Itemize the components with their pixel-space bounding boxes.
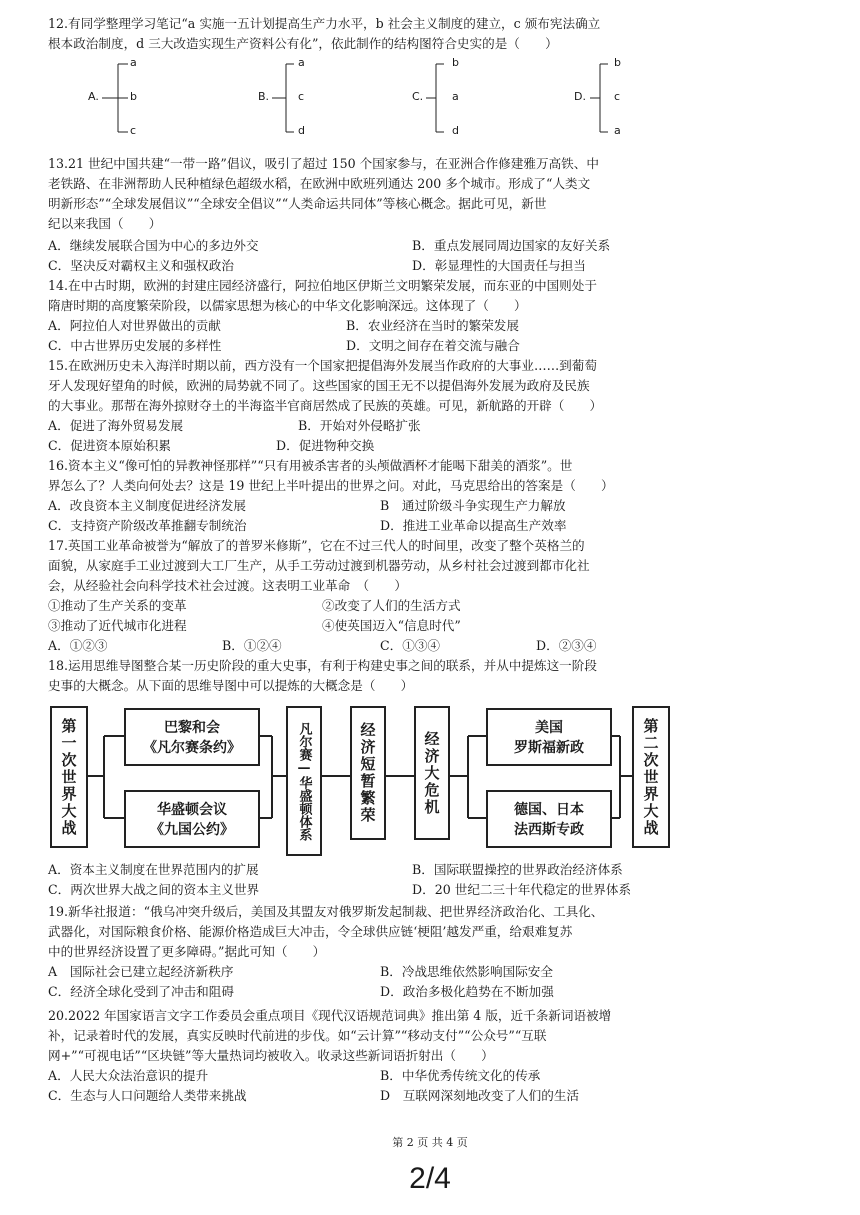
mindmap-paris-conference <box>124 708 260 766</box>
q20-line3: 网+”“可视电话”“区块链”等大量热词均被收入。收录这些新词语折射出（ ） <box>48 1048 494 1063</box>
q14-option-d: D．文明之间存在着交流与融合 <box>346 338 520 353</box>
q12-stem-line2: 根本政治制度，d 三大改造实现生产资料公有化”，依此制作的结构图符合史实的是（ ） <box>48 36 558 51</box>
diagram-item: d <box>298 124 305 137</box>
page-number: 2/4 <box>409 1162 451 1195</box>
q18-line2: 史事的大概念。从下面的思维导图中可以提炼的大概念是（ ） <box>48 678 414 693</box>
diagram-label: C. <box>412 90 424 103</box>
q20-option-b: B．中华优秀传统文化的传承 <box>380 1068 541 1083</box>
q17-line2: 面貌，从家庭手工业过渡到大工厂生产，从手工劳动过渡到机器劳动，从乡村社会过渡到都市化社 <box>48 558 590 573</box>
q14-option-a: A．阿拉伯人对世界做出的贡献 <box>48 318 221 333</box>
mindmap-us-new-deal <box>486 708 612 766</box>
q13-line4: 纪以来我国（ ） <box>48 216 162 231</box>
diagram-item: a <box>298 56 305 69</box>
q15-option-b: B．开始对外侵略扩张 <box>298 418 421 433</box>
mindmap-fascism-rule: 法西斯专政 <box>514 822 584 838</box>
q19-option-a: A 国际社会已建立起经济新秩序 <box>48 964 234 979</box>
diagram-item: a <box>130 56 137 69</box>
q18-option-b: B．国际联盟操控的世界政治经济体系 <box>412 862 623 877</box>
q17-statement-1: ①推动了生产关系的变革 <box>48 598 187 613</box>
q19-option-d: D．政治多极化趋势在不断加强 <box>380 984 554 999</box>
q18-line1: 18.运用思维导图整合某一历史阶段的重大史事，有利于构建史事之间的联系，并从中提炼这一阶段 <box>48 658 597 673</box>
diagram-item: c <box>298 90 305 103</box>
mindmap-washington-title: 华盛顿会议 <box>157 802 227 818</box>
q15-option-d: D．促进物种交换 <box>276 438 375 453</box>
diagram-label: D. <box>574 90 586 103</box>
diagram-item: a <box>614 124 621 137</box>
q16-option-d: D．推进工业革命以提高生产效率 <box>380 518 567 533</box>
q19-line2: 武器化，对国际粮食价格、能源价格造成巨大冲击，令全球供应链‘梗阻’越发严重，给艰难复苏 <box>48 924 573 939</box>
q20-option-a: A．人民大众法治意识的提升 <box>48 1068 209 1083</box>
mindmap-washington-treaty: 《九国公约》 <box>150 822 234 838</box>
q14-option-c: C．中古世界历史发展的多样性 <box>48 338 222 353</box>
q17-statement-2: ②改变了人们的生活方式 <box>322 598 461 613</box>
q19-option-c: C．经济全球化受到了冲击和阻碍 <box>48 984 234 999</box>
q20-line2: 补，记录着时代的发展，真实反映时代前进的步伐。如“云计算”“移动支付”“公众号”“互联 <box>48 1028 547 1043</box>
diagram-item: a <box>452 90 459 103</box>
mindmap-ww2: 第二次世界大战 <box>632 706 670 848</box>
q13-option-a: A．继续发展联合国为中心的多边外交 <box>48 238 259 253</box>
mindmap-economic-crisis: 经济大危机 <box>414 706 450 840</box>
q17-option-a: A．①②③ <box>48 638 108 653</box>
q17-line3: 会，从经验社会向科学技术社会过渡。这表明工业革命 （ ） <box>48 578 407 593</box>
q18-option-d: D．20 世纪二三十年代稳定的世界体系 <box>412 882 632 897</box>
q14-line2: 隋唐时期的高度繁荣阶段，以儒家思想为核心的中华文化影响深远。这体现了（ ） <box>48 298 527 313</box>
q16-option-b: B 通过阶级斗争实现生产力解放 <box>380 498 566 513</box>
q12-stem-line1: 12.有同学整理学习笔记“a 实施一五计划提高生产力水平，b 社会主义制度的建立，c 颁布宪法确立 <box>48 16 601 31</box>
q13-option-d: D．彰显理性的大国责任与担当 <box>412 258 586 273</box>
q20-line1: 20.2022 年国家语言文字工作委员会重点项目《现代汉语规范词典》推出第 4 版，近千条新词语被增 <box>48 1008 612 1023</box>
q14-option-b: B．农业经济在当时的繁荣发展 <box>346 318 519 333</box>
q13-option-b: B．重点发展同周边国家的友好关系 <box>412 238 611 253</box>
q17-statement-4: ④使英国迈入“信息时代” <box>322 618 461 633</box>
diagram-item: b <box>452 56 459 69</box>
diagram-label: B. <box>258 90 270 103</box>
q14-line1: 14.在中古时期，欧洲的封建庄园经济盛行，阿拉伯地区伊斯兰文明繁荣发展，而东亚的中国则处于 <box>48 278 597 293</box>
q16-option-a: A．改良资本主义制度促进经济发展 <box>48 498 247 513</box>
q17-statement-3: ③推动了近代城市化进程 <box>48 618 187 633</box>
mindmap-washington-conference <box>124 790 260 848</box>
q15-option-c: C．促进资本原始积累 <box>48 438 171 453</box>
q16-line1: 16.资本主义“像可怕的异教神怪那样”“只有用被杀害者的头颅做酒杯才能喝下甜美的酒浆”。世 <box>48 458 573 473</box>
q19-line1: 19.新华社报道：“俄乌冲突升级后，美国及其盟友对俄罗斯发起制裁、把世界经济政治化、工具化、 <box>48 904 604 919</box>
q20-option-d: D 互联网深刻地改变了人们的生活 <box>380 1088 580 1103</box>
diagram-item: c <box>614 90 621 103</box>
mindmap-us-title: 美国 <box>535 720 563 736</box>
diagram-item: d <box>452 124 459 137</box>
mindmap-us-newdeal: 罗斯福新政 <box>514 740 584 756</box>
q18-option-a: A．资本主义制度在世界范围内的扩展 <box>48 862 259 877</box>
mindmap-ww1: 第一次世界大战 <box>50 706 88 848</box>
page-info: 第 2 页 共 4 页 <box>392 1136 468 1149</box>
q17-option-b: B．①②④ <box>222 638 282 653</box>
q13-option-c: C．坚决反对霸权主义和强权政治 <box>48 258 234 273</box>
q16-line2: 界怎么了？人类向何处去？这是 19 世纪上半叶提出的世界之问。对此，马克思给出的答案是（ ） <box>48 478 614 493</box>
q13-line3: 明新形态”“全球发展倡议”“全球安全倡议”“人类命运共同体”等核心概念。据此可见，新世 <box>48 196 547 211</box>
mindmap-versailles-washington-system: 凡尔赛—华盛顿体系 <box>286 706 322 856</box>
q16-option-c: C．支持资产阶级改革推翻专制统治 <box>48 518 247 533</box>
q15-line2: 牙人发现好望角的时候，欧洲的局势就不同了。这些国家的国王无不以提倡海外发展为政府及民族 <box>48 378 590 393</box>
diagram-item: b <box>614 56 621 69</box>
q13-line1: 13.21 世纪中国共建“一带一路”倡议，吸引了超过 150 个国家参与，在亚洲合作修建雅万高铁、中 <box>48 156 599 171</box>
q19-line3: 中的世界经济设置了更多障碍。”据此可知（ ） <box>48 944 326 959</box>
mindmap-paris-title: 巴黎和会 <box>164 720 220 736</box>
q17-line1: 17.英国工业革命被誉为“解放了的普罗米修斯”，它在不过三代人的时间里，改变了整个英格兰的 <box>48 538 585 553</box>
q17-option-d: D．②③④ <box>536 638 597 653</box>
q15-line3: 的大事业。那帮在海外掠财夺土的半海盗半官商居然成了民族的英雄。可见，新航路的开辟（ ） <box>48 398 603 413</box>
q19-option-b: B．冷战思维依然影响国际安全 <box>380 964 553 979</box>
q20-option-c: C．生态与人口问题给人类带来挑战 <box>48 1088 247 1103</box>
diagram-item: b <box>130 90 137 103</box>
mindmap-fascism-countries: 德国、日本 <box>514 802 584 818</box>
q13-line2: 老铁路、在非洲帮助人民种植绿色超级水稻，在欧洲中欧班列通达 200 多个城市。形成了“人类文 <box>48 176 591 191</box>
mindmap-fascism <box>486 790 612 848</box>
q15-line1: 15.在欧洲历史未入海洋时期以前，西方没有一个国家把提倡海外发展当作政府的大事业……到葡萄 <box>48 358 597 373</box>
diagram-item: c <box>130 124 137 137</box>
mindmap-economic-prosperity: 经济短暂繁荣 <box>350 706 386 840</box>
diagram-label: A. <box>88 90 99 103</box>
q15-option-a: A．促进了海外贸易发展 <box>48 418 184 433</box>
q18-option-c: C．两次世界大战之间的资本主义世界 <box>48 882 260 897</box>
q17-option-c: C．①③④ <box>380 638 441 653</box>
mindmap-paris-treaty: 《凡尔赛条约》 <box>143 740 241 756</box>
